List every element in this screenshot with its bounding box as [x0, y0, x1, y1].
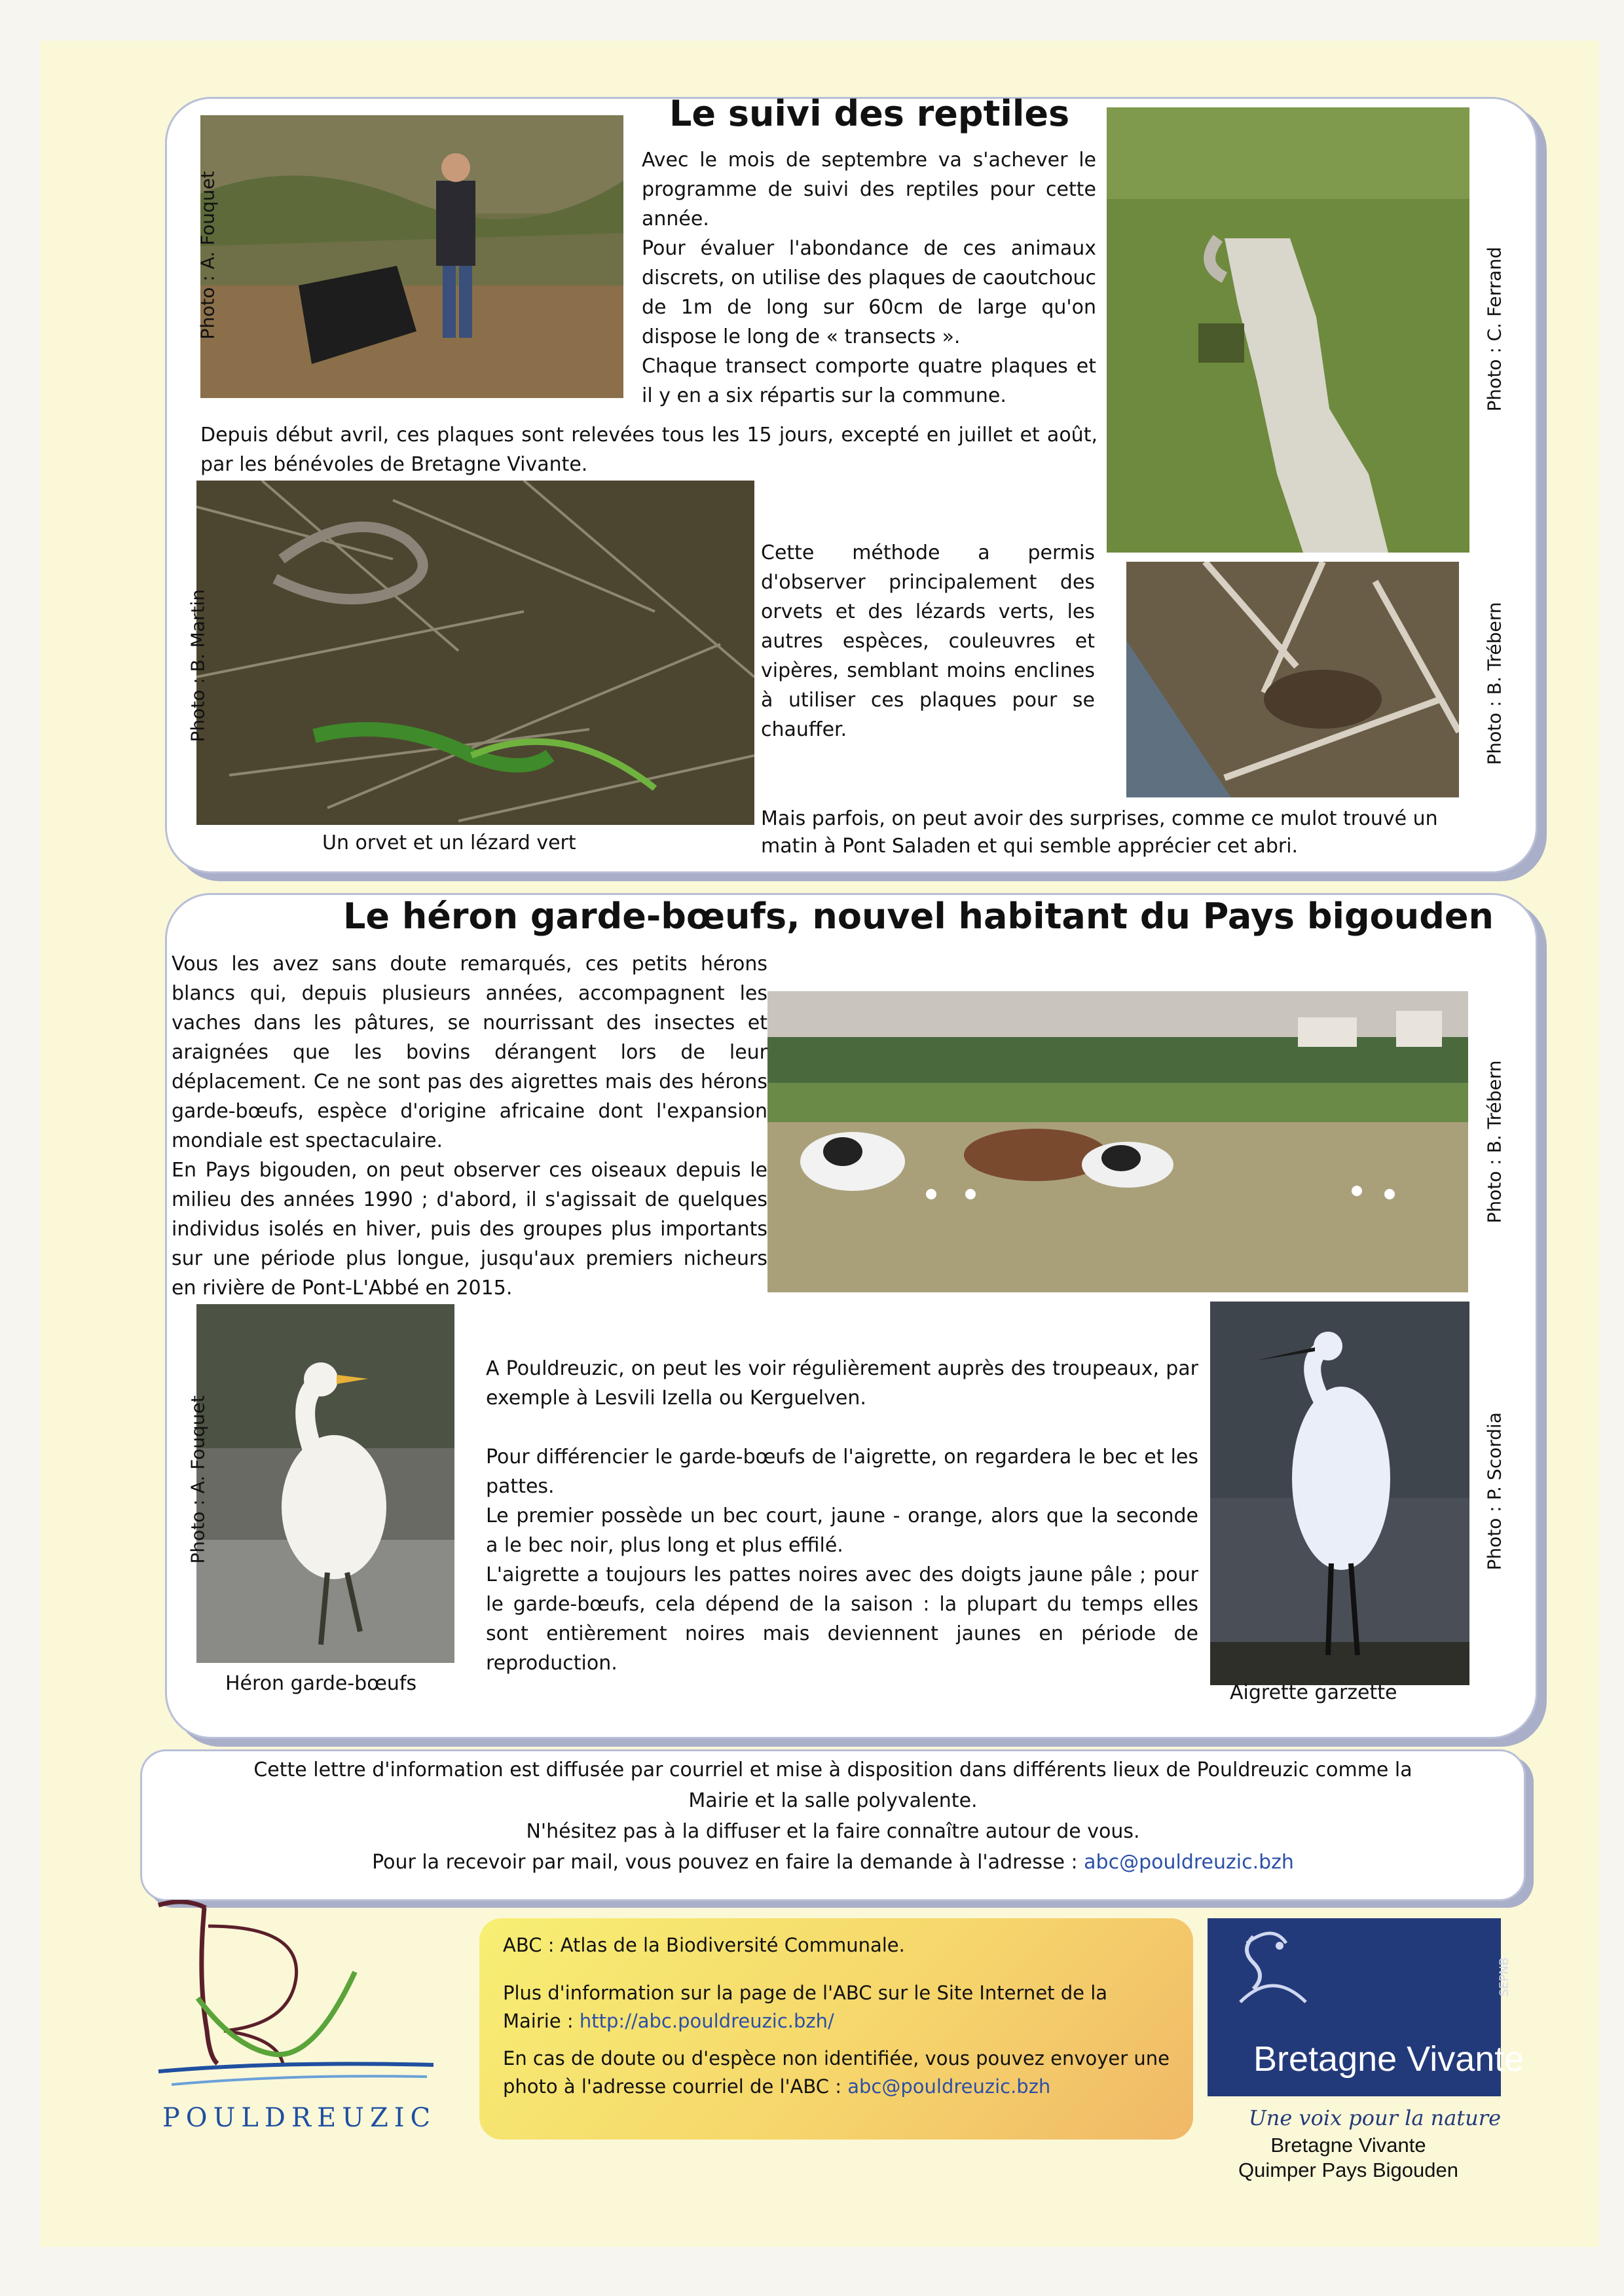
distribution-text [198, 1755, 1468, 1878]
heron-title: Le héron garde-bœufs, nouvel habitant du Pays bigouden [343, 896, 1494, 937]
heron-para-2: En Pays bigouden, on peut observer ces oiseaux depuis le milieu des années 1990 ; d'abord, il s'agissait de quelques individus isolés en hiver, puis des groupes plus importants sur une période plus longue, jusqu'aux premiers nicheurs en rivière de Pont-L'Abbé en 2015. [172, 1159, 767, 1300]
reptiles-para-2: Pour évaluer l'abondance de ces animaux discrets, on utilise des plaques de caoutchouc de 1m de long sur 60cm de large qu'on dispose le long de « transects ». [642, 237, 1096, 348]
bv-name: Bretagne Vivante [1253, 2039, 1524, 2079]
pouldreuzic-wordmark: POULDREUZIC [162, 2103, 437, 2133]
heron-text-block [486, 1354, 1198, 1678]
photo-orvet-lezard [196, 481, 754, 825]
heron-intro [172, 949, 767, 1303]
distribution-line-3-text: Pour la recevoir par mail, vous pouvez en faire la demande à l'adresse : [372, 1851, 1078, 1874]
heron-para-5: Le premier possède un bec court, jaune - orange, alors que la seconde a le bec noir, plus long et plus effilé. [486, 1504, 1198, 1557]
photo-credit: Photo : B. Trébern [1483, 602, 1505, 765]
photo-volunteer-plate [200, 115, 623, 398]
photo-cows-herons [767, 991, 1468, 1292]
abc-info-text [503, 1931, 1171, 2101]
photo-credit: Photo : P. Scordia [1483, 1412, 1505, 1571]
caption-orvet: Un orvet et un lézard vert [322, 831, 576, 854]
caption-mulot: Mais parfois, on peut avoir des surprises, comme ce mulot trouvé un matin à Pont Saladen et qui semble apprécier cet abri. [761, 807, 1438, 858]
pouldreuzic-emblem-icon [145, 1900, 473, 2109]
reptiles-para-4: Depuis début avril, ces plaques sont relevées tous les 15 jours, excepté en juillet et août, par les bénévoles de Bretagne Vivante. [200, 424, 1098, 476]
abc-doubt-text-prefix: En cas de doute ou d'espèce non identifiée, vous pouvez envoyer une photo à l'adresse courriel de l'ABC : [503, 2047, 1170, 2098]
caption-heron: Héron garde-bœufs [225, 1672, 417, 1695]
reptiles-para-5: Cette méthode a permis d'observer principalement des orvets et des lézards verts, les autres espèces, couleuvres et vipères, semblant moins enclines à utiliser ces plaques pour se chauffer. [761, 541, 1095, 741]
photo-credit: Photo : B. Trébern [1483, 1060, 1505, 1224]
pouldreuzic-logo [145, 1900, 473, 2142]
bv-address [1208, 2133, 1489, 2183]
photo-aigrette [1210, 1302, 1469, 1685]
abc-info [503, 1979, 1171, 2035]
photo-mulot [1126, 562, 1459, 797]
abc-heading: ABC : Atlas de la Biodiversité Communale. [503, 1934, 905, 1956]
photo-stone-wall [1107, 107, 1469, 553]
abc-url-link[interactable]: http://abc.pouldreuzic.bzh/ [579, 2010, 834, 2032]
photo-credit: Photo : C. Ferrand [1483, 247, 1505, 412]
distribution-line-2: N'hésitez pas à la diffuser et la faire connaître autour de vous. [526, 1820, 1140, 1843]
bretagne-vivante-logo [1208, 1918, 1524, 2096]
heron-para-4: Pour différencier le garde-bœufs de l'aigrette, on regardera le bec et les pattes. [486, 1446, 1198, 1498]
photo-heron-garde-boeufs [196, 1304, 454, 1663]
photo-credit: Photo : A. Fouquet [196, 171, 219, 340]
abc-info-text-prefix: Plus d'information sur la page de l'ABC sur le Site Internet de la Mairie : [503, 1982, 1108, 2032]
abc-doubt [503, 2045, 1171, 2101]
bv-line-2: Quimper Pays Bigouden [1238, 2159, 1459, 2181]
distribution-line-3 [198, 1847, 1468, 1878]
heron-para-3: A Pouldreuzic, on peut les voir régulièrement auprès des troupeaux, par exemple à Lesvili Izella ou Kerguelven. [486, 1357, 1198, 1410]
heron-para-6: L'aigrette a toujours les pattes noires avec des doigts jaune pâle ; pour le garde-bœufs, cela dépend de la saison : la plupart du temps elles sont entièrement noires mais deviennent jaunes en période de reproduction. [486, 1563, 1198, 1675]
heron-para-1: Vous les avez sans doute remarqués, ces petits hérons blancs qui, depuis plusieurs années, accompagnent les vaches dans les pâtures, se nourrissant des insectes et araignées que les bovins dérangent lors de leur déplacement. Ce ne sont pas des aigrettes mais des hérons garde-bœufs, espèce d'origine africaine dont l'expansion mondiale est spectaculaire. [172, 953, 767, 1152]
photo-credit: Photo : B. Martin [187, 589, 209, 742]
bird-wave-icon [1214, 1923, 1345, 2028]
reptiles-para-1: Avec le mois de septembre va s'achever le programme de suivi des reptiles pour cette année. [642, 149, 1096, 230]
reptiles-title: Le suivi des reptiles [669, 93, 1070, 134]
abc-email-link[interactable]: abc@pouldreuzic.bzh [847, 2075, 1051, 2098]
bv-tag: SEPNB [1497, 1958, 1511, 1997]
distribution-line-1: Cette lettre d'information est diffusée par courriel et mise à disposition dans différents lieux de Pouldreuzic comme la Mairie et la salle polyvalente. [253, 1758, 1412, 1812]
reptiles-text-block [642, 145, 1096, 410]
bv-slogan: Une voix pour la nature [1248, 2105, 1501, 2130]
bv-line-1: Bretagne Vivante [1270, 2134, 1426, 2157]
spacer [486, 1413, 1198, 1442]
newsletter-page [41, 41, 1599, 2247]
caption-aigrette: Aigrette garzette [1230, 1681, 1397, 1704]
email-link[interactable]: abc@pouldreuzic.bzh [1084, 1851, 1294, 1874]
photo-credit: Photo : A. Fouquet [187, 1395, 209, 1564]
reptiles-para-3: Chaque transect comporte quatre plaques et il y en a six répartis sur la commune. [642, 355, 1096, 407]
